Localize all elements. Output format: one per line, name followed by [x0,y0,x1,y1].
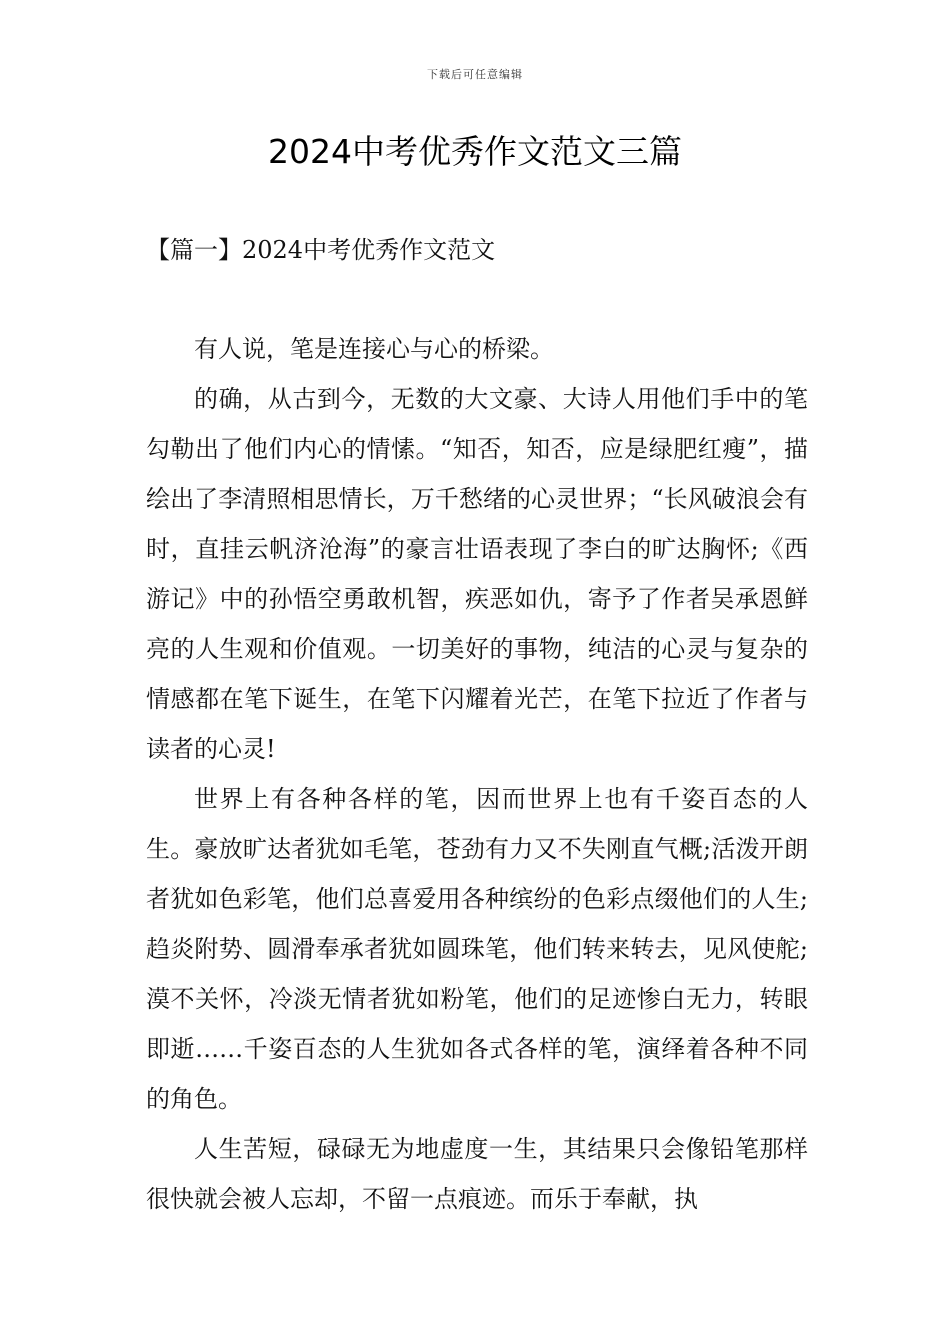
document-body [146,324,808,1224]
paragraph: 的确，从古到今，无数的大文豪、大诗人用他们手中的笔勾勒出了他们内心的情愫。“知否，知否，应是绿肥红瘦”，描绘出了李清照相思情长，万千愁绪的心灵世界；“长风破浪会有时，直挂云帆济沧海”的豪言壮语表现了李白的旷达胸怀;《西游记》中的孙悟空勇敢机智，疾恶如仇，寄予了作者吴承恩鲜亮的人生观和价值观。一切美好的事物，纯洁的心灵与复杂的情感都在笔下诞生，在笔下闪耀着光芒，在笔下拉近了作者与读者的心灵! [146,385,808,763]
document-title: 2024中考优秀作文范文三篇 [268,132,682,171]
header-note: 下载后可任意编辑 [427,68,523,81]
section-heading: 【篇一】2024中考优秀作文范文 [146,236,496,264]
paragraph: 世界上有各种各样的笔，因而世界上也有千姿百态的人生。豪放旷达者犹如毛笔，苍劲有力又不失刚直气概;活泼开朗者犹如色彩笔，他们总喜爱用各种缤纷的色彩点缀他们的人生;趋炎附势、圆滑奉承者犹如圆珠笔，他们转来转去，见风使舵;漠不关怀，冷淡无情者犹如粉笔，他们的足迹惨白无力，转眼即逝……千姿百态的人生犹如各式各样的笔，演绎着各种不同的角色。 [146,785,808,1113]
paragraph: 有人说，笔是连接心与心的桥梁。 [194,335,554,363]
paragraph: 人生苦短，碌碌无为地虚度一生，其结果只会像铅笔那样很快就会被人忘却，不留一点痕迹。而乐于奉献，执 [146,1135,808,1213]
